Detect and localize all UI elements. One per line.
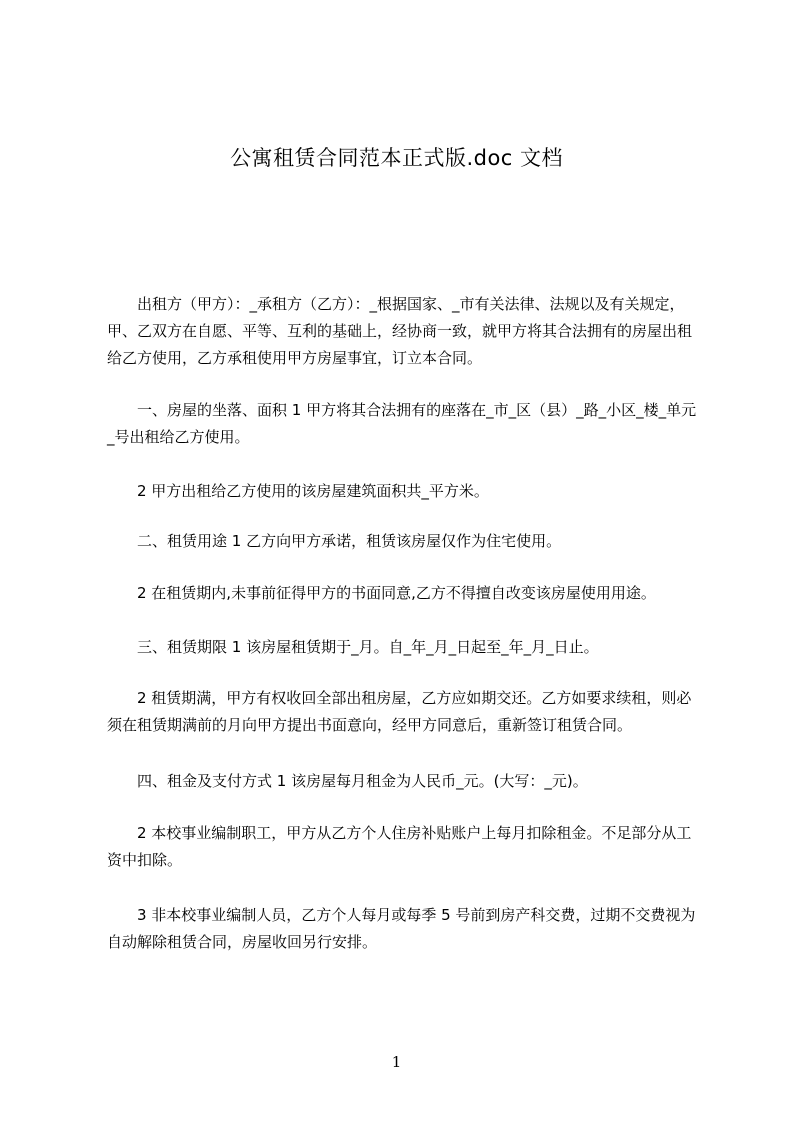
document-title: 公寓租赁合同范本正式版.doc 文档 bbox=[229, 146, 564, 170]
paragraph-parties: 出租方（甲方）：_承租方（乙方）：_根据国家、_市有关法律、法规以及有关规定，甲、乙双方在自愿、平等、互利的基础上，经协商一致，就甲方将其合法拥有的房屋出租给乙方使用，乙方承租使用甲方房屋事宜，订立本合同。 bbox=[107, 295, 693, 367]
paragraph-usage-change: 2 在租赁期内,未事前征得甲方的书面同意,乙方不得擅自改变该房屋使用用途。 bbox=[137, 584, 656, 602]
paragraph-usage: 二、租赁用途 1 乙方向甲方承诺，租赁该房屋仅作为住宅使用。 bbox=[137, 532, 562, 550]
paragraph-rent: 四、租金及支付方式 1 该房屋每月租金为人民币_元。(大写：_元)。 bbox=[137, 772, 588, 790]
paragraph-renewal: 2 租赁期满，甲方有权收回全部出租房屋，乙方应如期交还。乙方如要求续租，则必须在租赁期满前的月向甲方提出书面意向，经甲方同意后，重新签订租赁合同。 bbox=[107, 689, 692, 734]
paragraph-location: 一、房屋的坐落、面积 1 甲方将其合法拥有的座落在_市_区（县）_路_小区_楼_单元_号出租给乙方使用。 bbox=[107, 401, 697, 446]
paragraph-staff-payment: 2 本校事业编制职工，甲方从乙方个人住房补贴账户上每月扣除租金。不足部分从工资中扣除。 bbox=[107, 824, 692, 869]
paragraph-nonstaff-payment: 3 非本校事业编制人员，乙方个人每月或每季 5 号前到房产科交费，过期不交费视为自动解除租赁合同，房屋收回另行安排。 bbox=[107, 906, 696, 951]
paragraph-term: 三、租赁期限 1 该房屋租赁期于_月。自_年_月_日起至_年_月_日止。 bbox=[137, 638, 599, 656]
paragraph-area: 2 甲方出租给乙方使用的该房屋建筑面积共_平方米。 bbox=[137, 482, 489, 500]
page-number: 1 bbox=[391, 1053, 402, 1071]
